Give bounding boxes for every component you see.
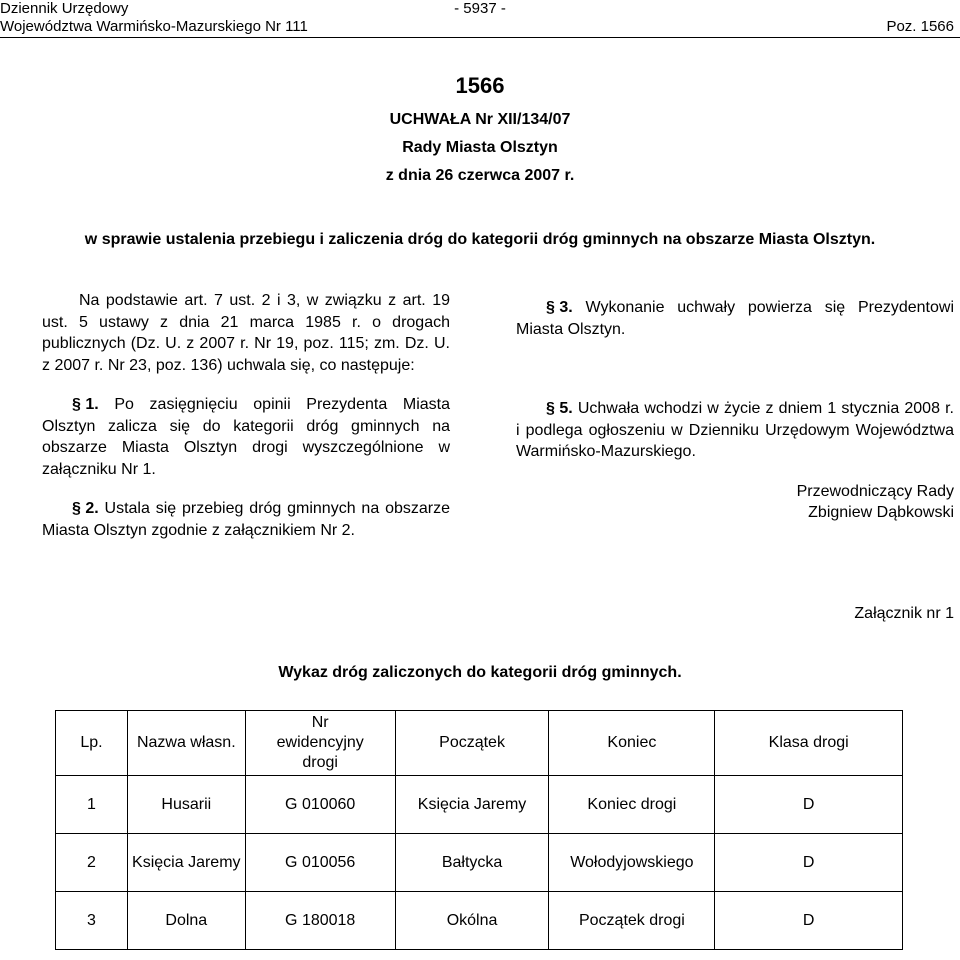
table-cell: Bałtycka	[395, 834, 549, 892]
table-cell: Wołodyjowskiego	[549, 834, 715, 892]
resolution-title: UCHWAŁA Nr XII/134/07	[389, 111, 571, 128]
table-cell: Dolna	[127, 892, 245, 950]
table-cell: Okólna	[395, 892, 549, 950]
section-text: Wykonanie uchwały powierza się Prezydentowi Miasta Olsztyn.	[516, 299, 954, 338]
table-row	[56, 834, 903, 892]
position-number: Poz. 1566	[886, 18, 954, 35]
section-mark: § 2.	[72, 500, 99, 517]
header-cell: Nr ewidencyjny drogi	[245, 711, 395, 776]
header-cell: Koniec	[549, 711, 715, 776]
left-column	[42, 290, 450, 559]
council-name: Rady Miasta Olsztyn	[402, 139, 558, 156]
resolution-subject: w sprawie ustalenia przebiegu i zaliczenia dróg do kategorii dróg gminnych na obszarze Miasta Olsztyn.	[84, 231, 876, 248]
header-cell: Nazwa własn.	[127, 711, 245, 776]
table-cell: Husarii	[127, 776, 245, 834]
page-number: - 5937 -	[454, 0, 506, 17]
signature-title: Przewodniczący Rady	[796, 482, 954, 500]
table-cell: D	[715, 892, 903, 950]
journal-region: Województwa Warmińsko-Mazurskiego Nr 111	[0, 18, 308, 35]
table-cell: D	[715, 834, 903, 892]
table-cell: G 010060	[245, 776, 395, 834]
title-block	[0, 72, 960, 190]
section-mark: § 5.	[546, 400, 573, 417]
section-3	[516, 297, 954, 340]
signature-name: Zbigniew Dąbkowski	[808, 504, 954, 521]
preamble-text: Na podstawie art. 7 ust. 2 i 3, w związku z art. 19 ust. 5 ustawy z dnia 21 marca 1985 r. o drogach publicznych (Dz. U. z 2007 r. Nr 19, poz. 115; zm. Dz. U. z 2007 r. Nr 23, poz. 136) uchwala się, co następuje:	[42, 292, 450, 374]
table-row	[56, 776, 903, 834]
table-header-row	[56, 711, 903, 776]
section-2	[42, 498, 450, 541]
section-text: Ustala się przebieg dróg gminnych na obszarze Miasta Olsztyn zgodnie z załącznikiem Nr 2.	[42, 500, 450, 539]
table-cell: Księcia Jaremy	[395, 776, 549, 834]
section-5	[516, 398, 954, 463]
header-rule	[0, 37, 960, 38]
document-number: 1566	[455, 73, 505, 98]
table-cell: 3	[56, 892, 128, 950]
table-cell: D	[715, 776, 903, 834]
section-mark: § 3.	[546, 299, 573, 316]
section-1	[42, 394, 450, 480]
table-cell: Koniec drogi	[549, 776, 715, 834]
header-cell: Klasa drogi	[715, 711, 903, 776]
section-text: Po zasięgnięciu opinii Prezydenta Miasta Olsztyn zalicza się do kategorii dróg gminnych na obszarze Miasta Olsztyn drogi wyszczególnione w załączniku Nr 1.	[42, 396, 450, 478]
table-cell: 1	[56, 776, 128, 834]
roads-table	[55, 710, 903, 950]
annex-label: Załącznik nr 1	[854, 605, 954, 622]
section-mark: § 1.	[72, 396, 99, 413]
table-cell: Księcia Jaremy	[127, 834, 245, 892]
header-cell: Lp.	[56, 711, 128, 776]
table-cell: G 180018	[245, 892, 395, 950]
table-row	[56, 892, 903, 950]
table-cell: 2	[56, 834, 128, 892]
annex-heading: Wykaz dróg zaliczonych do kategorii dróg gminnych.	[278, 664, 682, 681]
section-text: Uchwała wchodzi w życie z dniem 1 stycznia 2008 r. i podlega ogłoszeniu w Dzienniku Urzędowym Województwa Warmińsko-Mazurskiego.	[516, 400, 954, 460]
right-column	[516, 297, 954, 524]
header-cell: Początek	[395, 711, 549, 776]
journal-name: Dziennik Urzędowy	[0, 0, 129, 17]
table-cell: G 010056	[245, 834, 395, 892]
table-cell: Początek drogi	[549, 892, 715, 950]
signature-block	[516, 481, 954, 524]
resolution-date: z dnia 26 czerwca 2007 r.	[385, 167, 575, 184]
preamble	[42, 290, 450, 376]
